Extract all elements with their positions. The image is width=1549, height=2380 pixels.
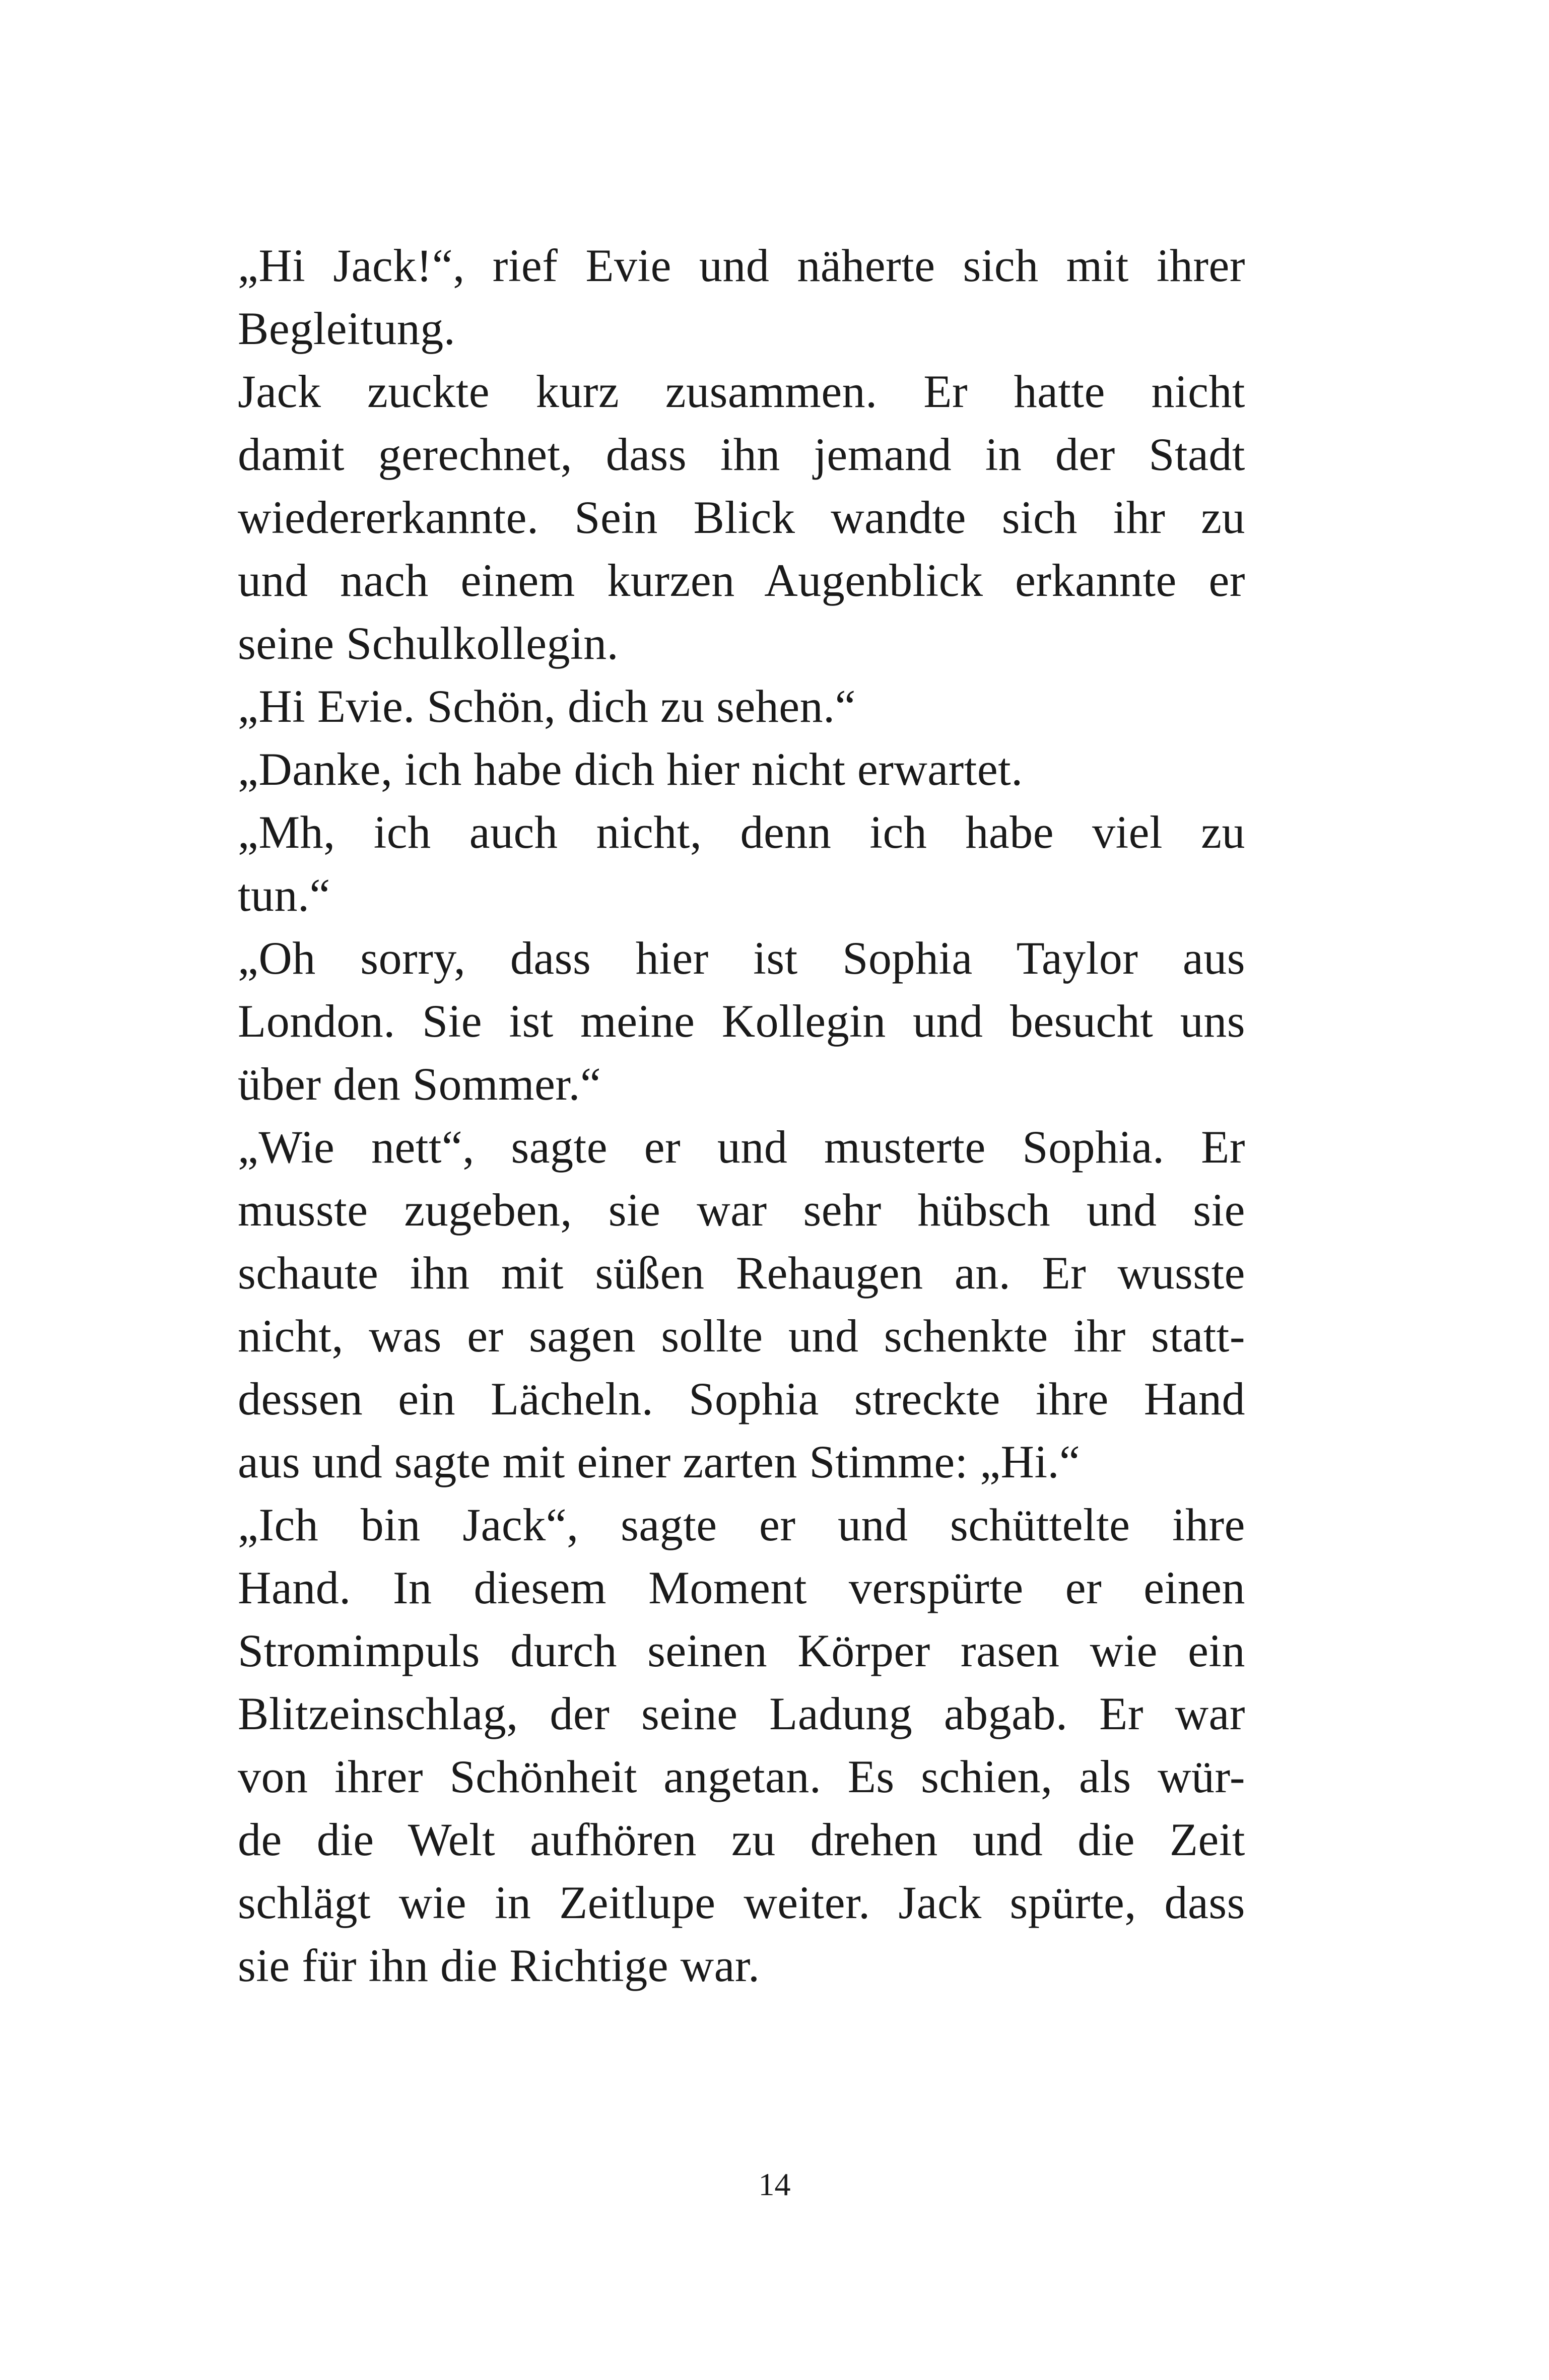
text-line: und nach einem kurzen Augenblick erkannte er (238, 555, 1245, 606)
paragraph (238, 675, 1245, 738)
text-line: schlägt wie in Zeitlupe weiter. Jack spürte, dass (238, 1877, 1245, 1928)
text-line: aus und sagte mit einer zarten Stimme: „Hi.“ (238, 1436, 1081, 1487)
text-line: von ihrer Schönheit angetan. Es schien, als wür- (238, 1751, 1245, 1802)
text-line: dessen ein Lächeln. Sophia streckte ihre Hand (238, 1373, 1245, 1424)
paragraph (238, 1493, 1245, 1997)
body-text (238, 234, 1245, 1997)
text-line: über den Sommer.“ (238, 1058, 601, 1110)
text-line: schaute ihn mit süßen Rehaugen an. Er wusste (238, 1247, 1245, 1299)
text-line: Blitzeinschlag, der seine Ladung abgab. Er war (238, 1688, 1245, 1739)
paragraph (238, 927, 1245, 1116)
text-line: damit gerechnet, dass ihn jemand in der Stadt (238, 429, 1245, 480)
text-line: „Hi Evie. Schön, dich zu sehen.“ (238, 681, 856, 732)
page-number: 14 (758, 2166, 791, 2202)
paragraph (238, 738, 1245, 801)
text-line: „Mh, ich auch nicht, denn ich habe viel zu (238, 806, 1245, 858)
text-line: „Danke, ich habe dich hier nicht erwartet. (238, 743, 1023, 795)
text-line: musste zugeben, sie war sehr hübsch und sie (238, 1184, 1245, 1236)
text-line: Stromimpuls durch seinen Körper rasen wie ein (238, 1625, 1245, 1676)
text-line: „Oh sorry, dass hier ist Sophia Taylor aus (238, 932, 1245, 984)
paragraph (238, 360, 1245, 675)
paragraph (238, 801, 1245, 927)
text-line: Jack zuckte kurz zusammen. Er hatte nicht (238, 366, 1245, 417)
text-line: seine Schulkollegin. (238, 618, 619, 669)
text-line: Begleitung. (238, 303, 456, 354)
text-line: „Hi Jack!“, rief Evie und näherte sich mit ihrer (238, 240, 1245, 291)
paragraph (238, 1116, 1245, 1493)
text-line: „Ich bin Jack“, sagte er und schüttelte ihre (238, 1499, 1245, 1550)
text-line: tun.“ (238, 869, 330, 921)
text-line: de die Welt aufhören zu drehen und die Zeit (238, 1814, 1245, 1865)
text-line: London. Sie ist meine Kollegin und besucht uns (238, 995, 1245, 1047)
text-line: nicht, was er sagen sollte und schenkte ihr statt- (238, 1310, 1245, 1362)
text-line: wiedererkannte. Sein Blick wandte sich ihr zu (238, 492, 1245, 543)
paragraph (238, 234, 1245, 360)
text-line: Hand. In diesem Moment verspürte er einen (238, 1562, 1245, 1613)
text-line: „Wie nett“, sagte er und musterte Sophia. Er (238, 1121, 1245, 1173)
text-line: sie für ihn die Richtige war. (238, 1940, 760, 1991)
